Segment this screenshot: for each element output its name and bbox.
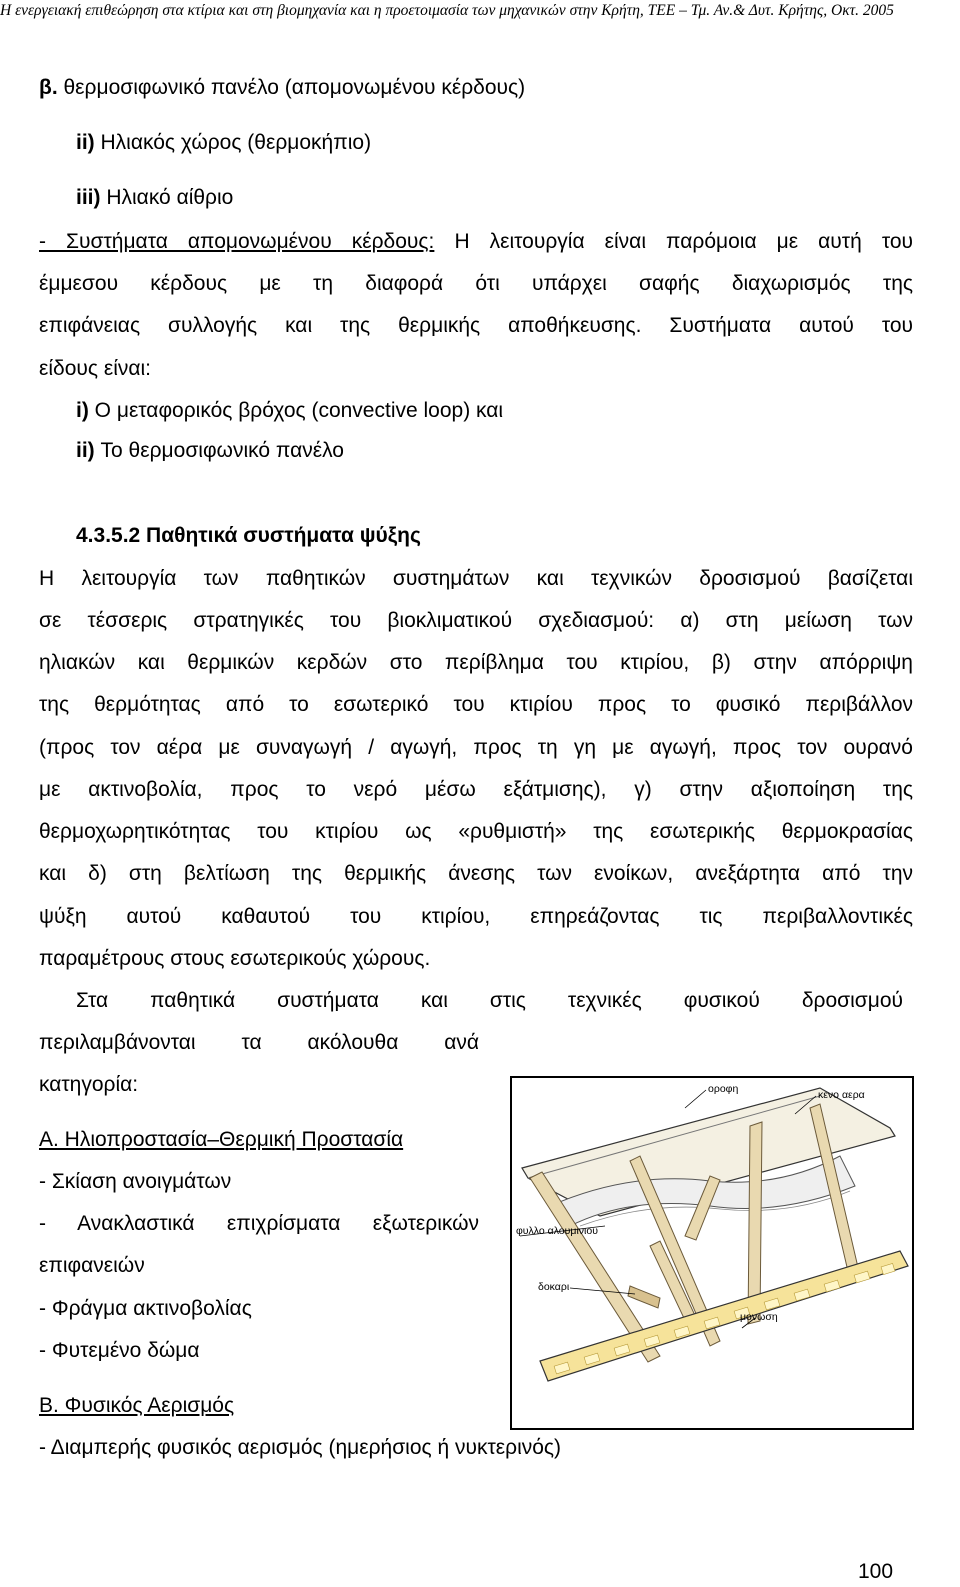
paragraph-line: ηλιακών και θερμικών κερδών στο περίβλημα του κτιρίου, β) στην απόρριψη <box>39 651 913 674</box>
paragraph-line: κατηγορία: <box>39 1073 139 1096</box>
list-item-iii <box>76 185 233 211</box>
paragraph-line: Η λειτουργία των παθητικών συστημάτων και τεχνικών δροσισμού βασίζεται <box>39 567 913 590</box>
label-insulation: μονωση <box>740 1311 778 1323</box>
list-text: Ηλιακό αίθριο <box>106 186 234 209</box>
running-header: Η ενεργειακή επιθεώρηση στα κτίρια και στη βιομηχανία και η προετοιμασία των μηχανικών στην Κρήτη, ΤΕΕ – Τμ. Αν.& Δυτ. Κρήτης, Οκτ. 2005 <box>0 2 894 19</box>
paragraph-line: της θερμότητας από το εσωτερικό του κτιρίου προς το φυσικό περιβάλλον <box>39 693 913 716</box>
list-marker: ii) <box>76 131 95 154</box>
page-number: 100 <box>858 1560 894 1583</box>
list-item: - Ανακλαστικά επιχρίσματα εξωτερικών <box>39 1212 479 1235</box>
list-item: επιφανειών <box>39 1254 145 1277</box>
list-text: Ηλιακός χώρος (θερμοκήπιο) <box>100 131 372 154</box>
paragraph-line: με ακτινοβολία, προς το νερό μέσω εξάτμισης), γ) στην αξιοποίηση της <box>39 778 913 801</box>
paragraph-line: ψύξη αυτού καθαυτού του κτιρίου, επηρεάζοντας τις περιβαλλοντικές <box>39 905 913 928</box>
paragraph-line: Στα παθητικά συστήματα και στις τεχνικές φυσικού δροσισμού <box>76 989 903 1012</box>
list-text: θερμοσιφωνικό πανέλο (απομονωμένου κέρδους) <box>63 76 526 99</box>
list-marker: i) <box>76 399 89 422</box>
category-a-title: Α. Ηλιοπροστασία–Θερμική Προστασία <box>39 1128 404 1151</box>
list-item: - Διαμπερής φυσικός αερισμός (ημερήσιος ή νυκτερινός) <box>39 1436 562 1459</box>
paragraph-line: επιφάνειας συλλογής και της θερμικής αποθήκευσης. Συστήματα αυτού του <box>39 314 913 337</box>
list-marker: ii) <box>76 439 95 462</box>
list-item: - Φυτεμένο δώμα <box>39 1339 200 1362</box>
list-marker: β. <box>39 76 58 99</box>
paragraph-line <box>39 229 913 255</box>
radiant-barrier-figure <box>510 1076 914 1430</box>
paragraph-line: σε τέσσερις στρατηγικές του βιοκλιματικού σχεδιασμού: α) στη μείωση των <box>39 609 913 632</box>
paragraph-line: έμμεσου κέρδους με τη διαφορά ότι υπάρχει σαφής διαχωρισμός της <box>39 272 913 295</box>
list-item: - Σκίαση ανοιγμάτων <box>39 1170 232 1193</box>
list-marker: iii) <box>76 186 101 209</box>
label-roof: οροφη <box>708 1083 739 1095</box>
label-foil: φυλλο αλουμινιου <box>516 1225 598 1237</box>
list-item-ii <box>76 438 344 464</box>
paragraph-text: Η λειτουργία είναι παρόμοια με αυτή του <box>454 230 913 253</box>
paragraph-line: παραμέτρους στους εσωτερικούς χώρους. <box>39 947 431 970</box>
category-b-title: Β. Φυσικός Αερισμός <box>39 1394 235 1417</box>
isolated-gain-heading: - Συστήματα απομονωμένου κέρδους: <box>39 230 435 253</box>
list-item: - Φράγμα ακτινοβολίας <box>39 1297 252 1320</box>
label-air-gap: κενο αερα <box>818 1089 865 1101</box>
list-text: Ο μεταφορικός βρόχος (convective loop) και <box>94 399 504 422</box>
paragraph-line: περιλαμβάνονται τα ακόλουθα ανά <box>39 1031 479 1054</box>
list-text: Το θερμοσιφωνικό πανέλο <box>100 439 344 462</box>
paragraph-line: είδους είναι: <box>39 357 152 380</box>
list-item-i <box>76 398 503 424</box>
paragraph-line: και δ) στη βελτίωση της θερμικής άνεσης των ενοίκων, ανεξάρτητα από την <box>39 862 913 885</box>
list-item-b <box>39 75 525 101</box>
label-beam: δοκαρι <box>538 1281 570 1293</box>
paragraph-line: θερμοχωρητικότητας του κτιρίου ως «ρυθμιστή» της εσωτερικής θερμοκρασίας <box>39 820 913 843</box>
paragraph-line: (προς τον αέρα με συναγωγή / αγωγή, προς τη γη με αγωγή, προς τον ουρανό <box>39 736 913 759</box>
section-heading: 4.3.5.2 Παθητικά συστήματα ψύξης <box>76 524 421 547</box>
list-item-ii <box>76 130 371 156</box>
